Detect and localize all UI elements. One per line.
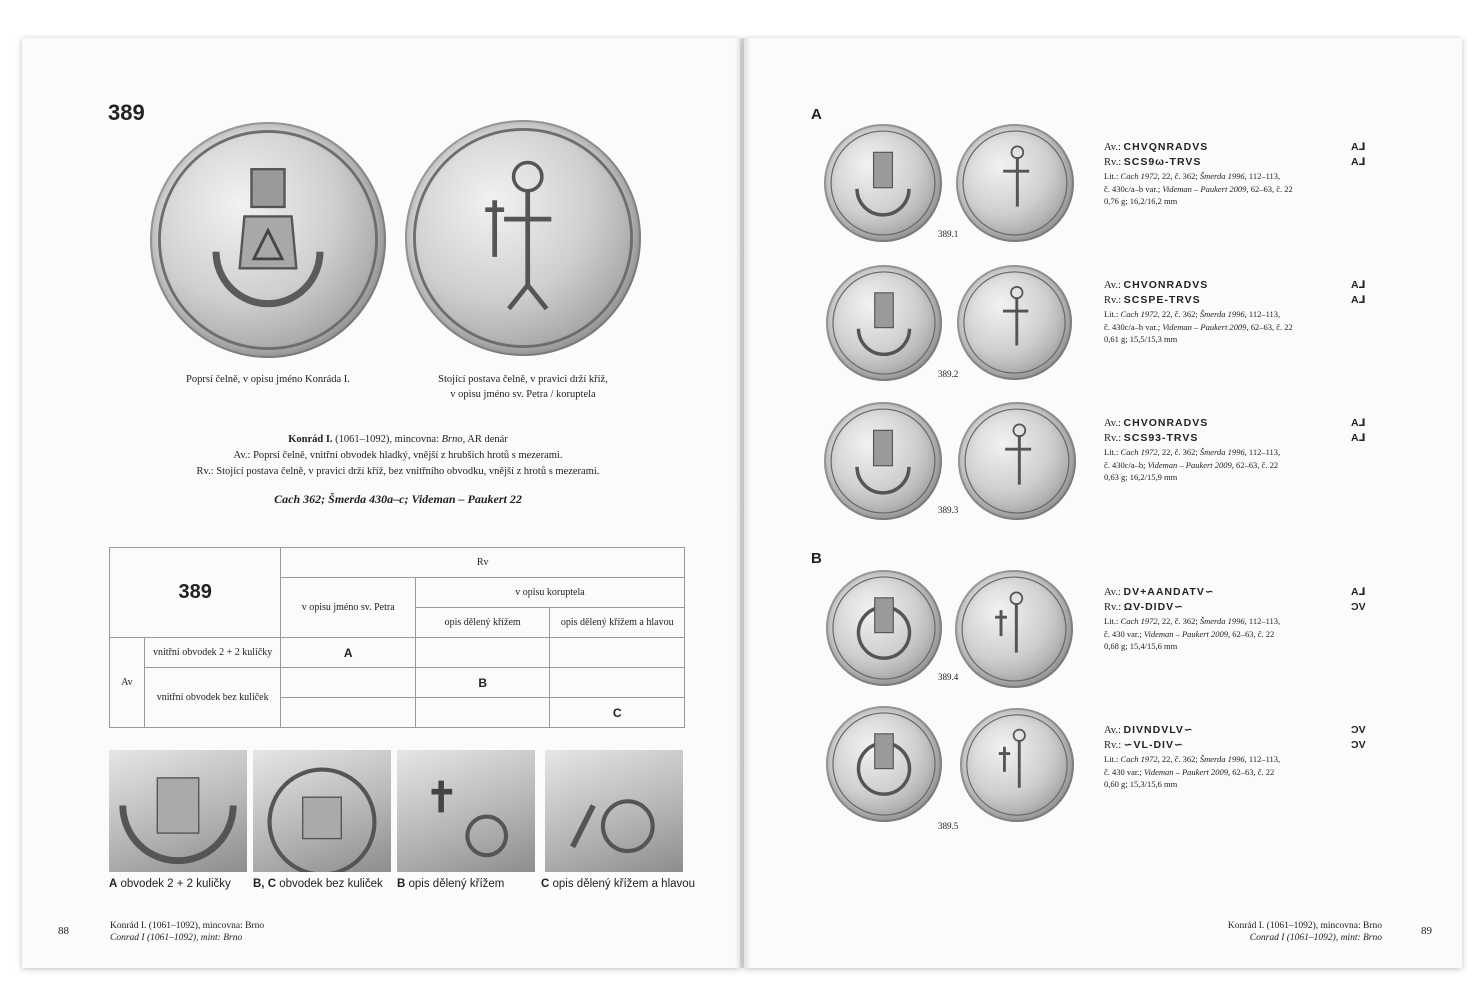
footer-left (110, 920, 264, 944)
lit-smerda: Šmerda 1996 (1199, 171, 1245, 181)
lit-end: , 112–113, (1244, 616, 1281, 626)
detail-text: opis dělený křížem a hlavou (549, 878, 696, 890)
rv-prefix: Rv.: (1104, 433, 1124, 444)
lit2-start: č. 430c/a–b var.; (1104, 321, 1163, 332)
ruler-line (110, 432, 686, 448)
lit-end: , 112–113, (1244, 754, 1281, 764)
detail-bust-icon (109, 750, 247, 872)
rv-legend: SCS93-TRVS (1123, 432, 1199, 444)
bust-icon (826, 265, 942, 381)
lit-mid: , 22, č. 362; (1157, 309, 1200, 319)
obverse-coin-image (150, 122, 386, 358)
coin-number: 389.4 (938, 672, 959, 682)
page-number-left: 88 (58, 925, 69, 937)
detail-caption-c (541, 878, 695, 890)
weight: 0,60 g; 15,3/15,6 mm (1104, 779, 1178, 789)
footer-line2: Conrad I (1061–1092), mint: Brno (110, 933, 243, 943)
av-prefix: Av.: (1104, 587, 1124, 598)
rv-prefix: Rv.: (1104, 602, 1124, 613)
weight: 0,61 g; 15,5/15,3 mm (1104, 334, 1178, 344)
detail-caption-b (397, 878, 504, 890)
bust-icon (824, 402, 942, 520)
lit-end: , 112–113, (1244, 447, 1281, 457)
av-prefix: Av.: (1104, 725, 1124, 736)
lit-cach: Cach 1972 (1120, 309, 1158, 319)
weight: 0,63 g; 16,2/15,9 mm (1104, 472, 1178, 482)
reverse-coin-image (405, 120, 641, 356)
col-koruptela: v opisu koruptela (415, 578, 684, 608)
weight: 0,68 g; 15,4/15,6 mm (1104, 641, 1178, 651)
rv-prefix: Rv.: (1104, 295, 1124, 306)
coin-389-1-reverse (956, 124, 1074, 242)
av-legend: CHVQNRADVS (1123, 141, 1209, 153)
bust-icon (826, 706, 942, 822)
lit-end: , 112–113, (1244, 309, 1281, 319)
code-rv: A⅃ (1351, 156, 1366, 168)
section-a-label: A (811, 106, 822, 123)
detail-image-b (397, 750, 535, 872)
lit2-vp: Videman – Paukert 2009 (1162, 321, 1247, 332)
coin-number: 389.5 (938, 821, 959, 831)
code-rv: A⅃ (1351, 432, 1366, 444)
coin-389-3-obverse (824, 402, 942, 520)
av-prefix: Av.: (1104, 142, 1124, 153)
denomination: , AR denár (462, 434, 508, 445)
lit2-end: , 62–63, č. 22 (1246, 321, 1293, 332)
standing-figure-icon (956, 124, 1074, 242)
lit-smerda: Šmerda 1996 (1199, 616, 1245, 626)
lit2-vp: Videman – Paukert 2009 (1162, 183, 1247, 194)
obverse-caption: Poprsí čelně, v opisu jméno Konráda I. (186, 374, 350, 385)
coin-389-2-reverse (957, 265, 1072, 380)
footer-line1: Konrád I. (1061–1092), mincovna: Brno (1227, 921, 1382, 931)
code-rv: ƆV (1351, 739, 1366, 751)
detail-letter: A (109, 878, 118, 890)
standing-figure-icon (958, 402, 1076, 520)
lit2-end: , 62–63, č. 22 (1231, 459, 1279, 470)
coin-389-2-obverse (826, 265, 942, 381)
lit-cach: Cach 1972 (1120, 754, 1158, 764)
cell-c: C (550, 698, 685, 728)
footer-line2: Conrad I (1061–1092), mint: Brno (1249, 933, 1382, 943)
entry-389-2 (1104, 278, 1344, 346)
footer-right (1200, 920, 1382, 944)
av-description: Av.: Poprsí čelně, vnitřní obvodek hladký, vnější z hrubších hrotů s mezerami. (233, 450, 563, 461)
table-number: 389 (110, 548, 281, 638)
lit2-start: č. 430 var.; (1104, 766, 1144, 777)
detail-image-bc (253, 750, 391, 872)
lit2-end: , 62–63, č. 22 (1228, 766, 1275, 777)
detail-letter: B, C (253, 878, 276, 890)
page-number-right: 89 (1421, 925, 1432, 937)
lit-mid: , 22, č. 362; (1157, 171, 1200, 181)
lit-mid: , 22, č. 362; (1157, 616, 1200, 626)
rv-header: Rv (281, 548, 685, 578)
side-codes (1351, 416, 1365, 446)
detail-text: opis dělený křížem (405, 878, 505, 890)
lit2-end: , 62–63, č. 22 (1228, 628, 1275, 639)
detail-image-c (545, 750, 683, 872)
rv-prefix: Rv.: (1104, 740, 1124, 751)
row2-label: vnitřní obvodek bez kuliček (144, 668, 281, 728)
lit2-vp: Videman – Paukert 2009 (1143, 766, 1229, 777)
coin-389-4-reverse (955, 570, 1073, 688)
ruler-dates: (1061–1092), mincovna: (332, 434, 442, 445)
side-codes (1351, 723, 1366, 753)
coin-389-4-obverse (826, 570, 942, 686)
entry-389-5 (1104, 723, 1344, 791)
col-peter: v opisu jméno sv. Petra (281, 578, 416, 638)
rv-legend: SCS9ω-TRVS (1123, 156, 1202, 168)
detail-cross-icon (397, 750, 535, 872)
av-legend: DIVNDVLV∽ (1123, 724, 1194, 736)
references: Cach 362; Šmerda 430a–c; Videman – Paukert 22 (274, 492, 522, 506)
bust-icon (826, 570, 942, 686)
col-cross: opis dělený křížem (415, 608, 550, 638)
code-rv: A⅃ (1351, 294, 1366, 306)
lit-mid: , 22, č. 362; (1157, 754, 1200, 764)
lit-cach: Cach 1972 (1120, 447, 1158, 457)
standing-figure-icon (955, 570, 1073, 688)
lit2-vp: Videman – Paukert 2009 (1143, 628, 1229, 639)
lit-prefix: Lit.: (1104, 616, 1121, 626)
lit-end: , 112–113, (1244, 171, 1281, 181)
rv-legend: ΩV-DIDV∽ (1123, 601, 1184, 613)
side-codes (1351, 140, 1365, 170)
book-spine (735, 38, 751, 968)
detail-bust-icon (253, 750, 391, 872)
detail-letter: B (397, 878, 406, 890)
lit2-start: č. 430c/a–b var.; (1104, 183, 1163, 194)
lit-prefix: Lit.: (1104, 447, 1121, 457)
av-legend: DV+AANDATV∽ (1123, 586, 1215, 598)
lit-mid: , 22, č. 362; (1157, 447, 1200, 457)
bust-icon (824, 124, 942, 242)
ruler-name: Konrád I. (288, 434, 333, 445)
av-legend: CHVONRADVS (1123, 417, 1209, 429)
lit-prefix: Lit.: (1104, 309, 1121, 319)
row1-label: vnitřní obvodek 2 + 2 kuličky (144, 638, 281, 668)
lit-smerda: Šmerda 1996 (1199, 754, 1245, 764)
av-header: Av (110, 638, 145, 728)
rv-description: Rv.: Stojící postava čelně, v pravici drží kříž, bez vnitřního obvodku, vnější z hrotů s mezerami. (196, 466, 600, 477)
lit-prefix: Lit.: (1104, 754, 1121, 764)
coin-description (110, 432, 686, 480)
code-av: ƆV (1351, 724, 1366, 736)
footer-line1: Konrád I. (1061–1092), mincovna: Brno (110, 921, 265, 931)
lit-smerda: Šmerda 1996 (1199, 309, 1245, 319)
standing-figure-icon (405, 120, 641, 356)
lit-cach: Cach 1972 (1120, 616, 1158, 626)
standing-figure-icon (960, 708, 1074, 822)
lit-smerda: Šmerda 1996 (1199, 447, 1245, 457)
coin-number: 389.1 (938, 229, 959, 239)
coin-389-5-reverse (960, 708, 1074, 822)
mint-name: Brno (441, 434, 463, 445)
table-cell (415, 638, 550, 668)
reverse-caption-line1: Stojící postava čelně, v pravici drží kříž, (438, 374, 608, 385)
code-rv: ƆV (1351, 601, 1366, 613)
coin-389-3-reverse (958, 402, 1076, 520)
lit2-vp: Videman – Paukert 2009 (1147, 459, 1232, 470)
detail-caption-a (109, 878, 231, 890)
section-b-label: B (811, 550, 822, 567)
weight: 0,76 g; 16,2/16,2 mm (1104, 196, 1178, 206)
coin-number: 389.2 (938, 369, 959, 379)
code-av: A⅃ (1351, 141, 1366, 153)
detail-letter: C (541, 878, 550, 890)
rv-legend: ∽VL-DIV∽ (1123, 739, 1184, 751)
coin-389-5-obverse (826, 706, 942, 822)
table-cell (281, 698, 416, 728)
side-codes (1351, 585, 1366, 615)
detail-head-icon (545, 750, 683, 872)
table-cell (281, 668, 416, 698)
variant-table (109, 547, 685, 728)
detail-image-a (109, 750, 247, 872)
detail-caption-bc (253, 878, 383, 890)
av-prefix: Av.: (1104, 280, 1124, 291)
standing-figure-icon (957, 265, 1072, 380)
detail-text: obvodek 2 + 2 kuličky (117, 878, 231, 890)
code-av: A⅃ (1351, 417, 1366, 429)
cell-a: A (281, 638, 416, 668)
code-av: A⅃ (1351, 279, 1366, 291)
entry-389-3 (1104, 416, 1344, 484)
rv-legend: SCSPE-TRVS (1123, 294, 1201, 306)
entry-389-4 (1104, 585, 1344, 653)
cell-b: B (415, 668, 550, 698)
entry-389-1 (1104, 140, 1344, 208)
catalog-number: 389 (108, 100, 145, 125)
coin-389-1-obverse (824, 124, 942, 242)
rv-prefix: Rv.: (1104, 157, 1124, 168)
lit2-start: č. 430c/a–b; (1104, 459, 1148, 470)
lit2-end: , 62–63, č. 22 (1246, 183, 1293, 194)
av-legend: CHVONRADVS (1123, 279, 1209, 291)
lit-cach: Cach 1972 (1120, 171, 1158, 181)
detail-text: obvodek bez kuliček (276, 878, 383, 890)
table-cell (415, 698, 550, 728)
col-cross-head: opis dělený křížem a hlavou (550, 608, 685, 638)
coin-number: 389.3 (938, 505, 959, 515)
av-prefix: Av.: (1104, 418, 1124, 429)
reverse-caption-line2: v opisu jméno sv. Petra / koruptela (450, 389, 596, 400)
lit2-start: č. 430 var.; (1104, 628, 1144, 639)
code-av: A⅃ (1351, 586, 1366, 598)
table-cell (550, 638, 685, 668)
reverse-caption (395, 372, 651, 402)
table-cell (550, 668, 685, 698)
side-codes (1351, 278, 1365, 308)
bust-icon (150, 122, 386, 358)
lit-prefix: Lit.: (1104, 171, 1121, 181)
